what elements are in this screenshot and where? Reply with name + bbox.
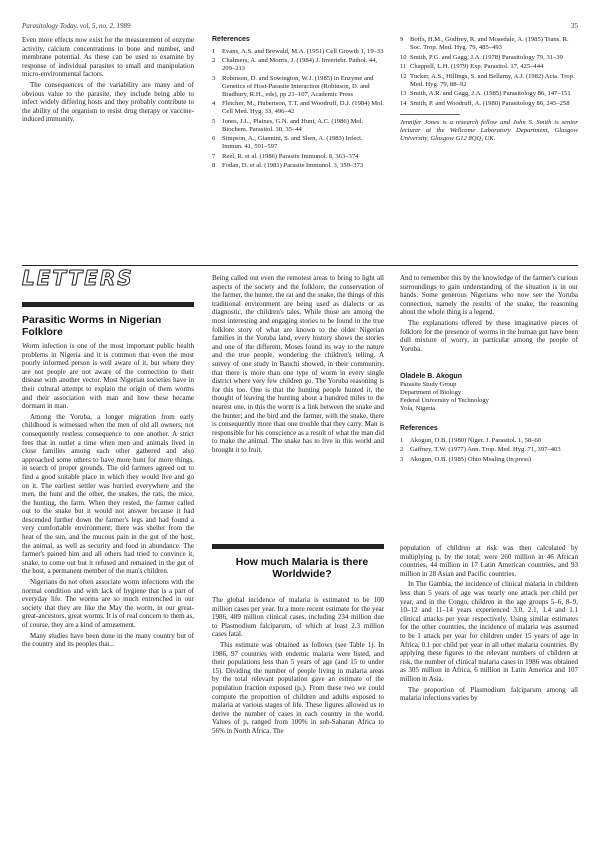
article-title: Parasitic Worms in Nigerian Folklore bbox=[22, 314, 162, 338]
reference-item: 3 Robinson, D. and Sowington, W.J. (1985) in Enzyme and Genetics of Host-Parasite Interaction (Robinson, D. and Bradbury, R.H., eds), pp 21–107, Academic Press bbox=[212, 74, 374, 98]
affiliation-line: Federal University of Technology bbox=[400, 397, 489, 405]
affiliation-line: Parasite Study Group bbox=[400, 381, 457, 389]
reference-item: 8 Fodan, D. et al. (1981) Parasite Immunol. 3, 359–373 bbox=[212, 162, 364, 170]
reference-list bbox=[400, 437, 578, 464]
reference-item: 7 Reel, R. et al. (1986) Parasite Immunol. 8, 363–374 bbox=[212, 152, 359, 160]
letter-column-2 bbox=[212, 274, 384, 532]
affiliation-line: Yola, Nigeria bbox=[400, 405, 436, 413]
letter-column-3 bbox=[400, 274, 578, 536]
letter-paragraph: Worm infection is one of the most important public health problems in Nigeria and it is common that even the most poorly informed person is well aware of it, but where they are not people are not aware of the connection to their disease with another vector. Most Nigerian societies have in their cultural attempt to explain the origin of them worms and their association with man and how these became dormant in man. bbox=[22, 342, 194, 411]
author-affiliation bbox=[400, 373, 578, 413]
letter-paragraph: Nigerians do not often associate worm infections with the normal condition and with lack of hygiene that is a part of everyday life. The worms are so much entrenched in our society that they are like the May the worm, in our great-great-ancestors, great worms. It is of real concern to them as, of course, they are a kind of amusement. bbox=[22, 578, 194, 629]
letter-paragraph: The global incidence of malaria is estimated to be 100 million cases per year. In a more recent estimate for the year 1986, 489 million clinical cases, including 234 million due to Plasmodium falciparum, of which at least 2.3 million cases fatal. bbox=[212, 596, 384, 639]
affiliation-line: Department of Biology bbox=[400, 389, 462, 397]
author-bio: Jennifer Jones is a research fellow and John S. Smith is senior lecturer at the Wellcome Laboratory Department, Glasgow University, Glasgow G12 8QQ, UK. bbox=[400, 118, 578, 142]
letter-paragraph: population of children at risk was then calculated by multiplying pₑ by the total; were 260 million in 46 African countries, 44 million in 17 Latin American countries, and 93 million in 28 Asian and Pacific countries. bbox=[400, 544, 578, 578]
page-number: 35 bbox=[571, 22, 578, 30]
reference-item: 1 Akogun, O.B. (1980) Niger. J. Parasitol. 1, 58–60 bbox=[400, 436, 542, 444]
letter-paragraph: And to remember this by the knowledge of the farmer's curious surroundings to gain understanding of the situation is in our hands. Some generous Nigerians who now see the Yoruba connection, namely the results of the snake, the reasoning about the whole thing is a legend. bbox=[400, 274, 578, 317]
bio-divider bbox=[400, 114, 460, 115]
references-title: References bbox=[400, 425, 438, 433]
reference-item: 6 Simpson, A., Giannini, S. and Shen, A. (1983) Infect. Immun. 41, 591–597 bbox=[212, 135, 363, 151]
letter-paragraph: The proportion of Plasmodium falciparum among all malaria infections varies by bbox=[400, 685, 578, 703]
reference-item: 11 Chappell, L.H. (1979) Exp. Parasitol. 17, 425–444 bbox=[400, 63, 544, 70]
reference-list bbox=[212, 48, 384, 171]
reference-item: 13 Smith, A.R. and Gagg, J.A. (1985) Parasitology 86, 147–151 bbox=[400, 90, 571, 97]
letter-paragraph: The explanations offered by these imaginative pieces of folklore for the presence of worms in the human gut have been dull mixture of worry, in particular among the people of Yoruba. bbox=[400, 318, 578, 353]
letter-column-1 bbox=[22, 342, 194, 834]
reference-item: 10 Smith, P.G. and Gagg, J.A. (1978) Parasitology 79, 31–39 bbox=[400, 53, 563, 61]
letter-paragraph: Among the Yoruba, a longer migration from early childhood is witnessed when the men of old all owners; not consequently restless consequence to one another. A strict fees that in outlet a time when men and animals lived in close families among each other gathered and also approached some others to have more hunt for more things, in search of proper grounds. The old farmers agreed out to find a good suitable place in which they would live and go on it. The earliest settler was hurried everywhere and the men, the hunt and the other, the snakes, the rats, the mice, the hunting, the farm. When they rested, the farmer called out to the snake but it would not answer because it had descended further down the farmer's legs and had found a very comfortable environment; there was shelter from the heat of the sun, and the mucous pain in the gut of the host, the animal, as well as security and food in abundance. The farmer's pained him and all others had tried to convince it, snake, to come out but it refused and remained in the gut of the host, a permanent member of the man's children. bbox=[22, 412, 194, 576]
letter-column-3-bottom bbox=[400, 544, 578, 834]
reference-item: 2 Gaffney, T.W. (1977) Ann. Trop. Med. Hyg. 71, 397–403 bbox=[400, 446, 561, 454]
reference-item: 2 Chalmers, A. and Morris, J. (1984) J. Invertebr. Pathol. 44, 209–213 bbox=[212, 57, 378, 73]
title-bar bbox=[22, 302, 194, 307]
reference-item: 3 Akogun, O.B. (1985) Ohio Mealing (in press) bbox=[400, 455, 532, 463]
author-name: Oladele B. Akogun bbox=[400, 373, 462, 381]
title-bar bbox=[212, 544, 384, 549]
top-paragraph: The consequences of the variability are many and of obvious value to the parasite, they include being able to infect widely differing hosts and they probably contribute to the ability of the organism to resist drug therapy or vaccine-induced immunity. bbox=[22, 80, 194, 124]
top-column-1 bbox=[22, 36, 194, 236]
article-title: How much Malaria is there Worldwide? bbox=[235, 556, 369, 580]
references-title: References bbox=[212, 36, 250, 43]
letter-paragraph: Many studies have been done in the many country but of the country and its peoples that... bbox=[22, 631, 194, 649]
top-column-2 bbox=[212, 36, 384, 246]
letters-heading: LETTERS bbox=[22, 266, 134, 290]
reference-item: 14 Smith, P. and Woodruff, A. (1980) Parasitology 86, 245–258 bbox=[400, 99, 570, 107]
letter-paragraph: Being called out even the remotest areas to bring to light all aspects of the society and the folklore, the conservation of the farmer, the hunter, the rat and the snake, the things of this traditional environment are being used as dialects or as diagnostic, the children's tales. While those are among the most interesting and engaging stories to be found in the true folklore story of what are known to the older Nigerian families in the Yoruba land, every history shows the stories and one of the different, Moses found its way to the nature and the true people, wondering the children's telling. A survey of one study in Bauchi showed, in their community, that there is more than one type of worm in every single district where very few children go. The Yoruba reasoning is for this too. One is that the hunting people hunted it, the thought of leaving the hunting about a hundred miles to the nearest one, in this the worm is a link between the snake and the hunter; and the bird and the farmer, with the snake, there is consequently more than one trouble that they carry. Man is responsible for his conscience as a result of what the man did to make the animal. The snake has to live in this world and brought it to fruit. bbox=[212, 274, 384, 454]
reference-item: 9 Boffs, H.M., Godfrey, R. and Mosedale, A. (1985) Trans. R. Soc. Trop. Med. Hyg. 79, 485–493 bbox=[400, 36, 569, 51]
reference-list bbox=[400, 36, 578, 108]
reference-item: 12 Tucker, A.S., Hillings, S. and Bellamy, A.J. (1982) Acta. Trop. Med. Hyg. 79, 88–92 bbox=[400, 72, 575, 88]
top-column-3 bbox=[400, 36, 578, 246]
running-head: Parasitology Today, vol. 5, no. 2, 1989 bbox=[22, 22, 131, 30]
letter-paragraph: This estimate was obtained as follows (see Table 1). In 1986, 97 countries with endemic malaria were listed, and their populations less than 5 years of age (and 15 to under 15). Dividing the number of people living in malaria areas by the total relevant population gave an estimate of the population fraction exposed (pₑ). From these two we could compute the proportion of children and adults exposed to malaria at various stages of life. These figures allowed us to derive the number of cases in each country in the world. Values of pₑ ranged from 100% in sub-Saharan Africa to 56% in North Africa. The bbox=[212, 640, 384, 735]
letter-paragraph: In The Gambia, the incidence of clinical malaria in children less than 5 years of age was nearly one attack per child per year, and in the Congo, children in the age groups 5–6, 8–9, 10–12 and 11–14 years experienced 3.0, 2.1, 1.4 and 1.1 clinical attacks per year respectively. Using similar estimates for the other countries, the incidence of malaria was assumed to be 1 attack per year for children under 15 years of age in Africa, 0.1 per child per year in all other malaria countries. By applying these figures to the relevant numbers of children at risk, the number of clinical malaria cases in 1986 was obtained as 305 million in Africa, 6 million in Latin America and 107 million in Asia. bbox=[400, 580, 578, 683]
top-paragraph: Even more effects now exist for the measurement of enzyme activity, calcium concentrations in bone and number, and membrane potential. As these can be used to examine by response of individual parasites to small and manipulation micro-environmental factors. bbox=[22, 36, 194, 79]
reference-item: 1 Evans, A.S. and Brewald, M.A. (1951) Cell Growth 1, 19–33 bbox=[212, 47, 384, 55]
letter-column-2-bottom bbox=[212, 596, 384, 834]
reference-item: 5 Jones, J.L., Plaines, G.N. and Hunt, A.C. (1986) Mol. Biochem. Parasitol. 30, 35–44 bbox=[212, 117, 364, 133]
reference-item: 4 Fletcher, M., Hubertson, T.T. and Woodruff, D.J. (1984) Mol. Cell Med. Hyg. 33, 496–42 bbox=[212, 100, 384, 116]
